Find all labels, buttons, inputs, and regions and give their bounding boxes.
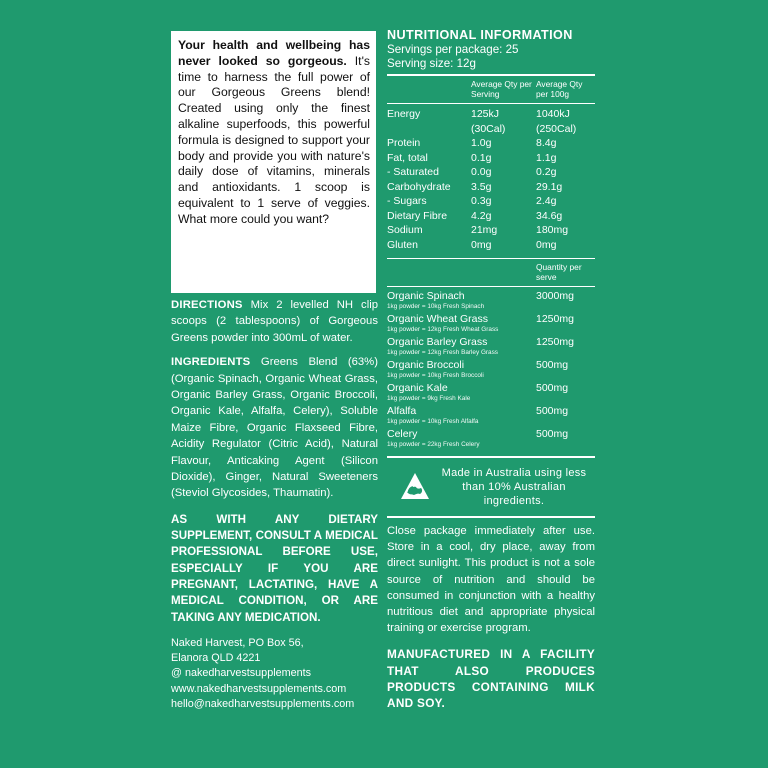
col-per-serving: Average Qty per Serving (471, 79, 532, 99)
ingredients-section (171, 354, 378, 502)
nutrient-row (387, 223, 595, 238)
ingredient-row (387, 290, 595, 313)
address-line-2: Elanora QLD 4221 (171, 652, 261, 665)
nutrient-name: Gluten (387, 238, 418, 251)
intro-headline: Your health and wellbeing has never looked so gorgeous. (178, 38, 370, 68)
ingredient-conversion: 1kg powder = 10kg Fresh Alfalfa (387, 418, 479, 425)
storage-instructions: Close package immediately after use. Store in a cool, dry place, away from direct sunlight. This product is not a sole source of nutrition and should be consumed in conjunction with a healthy nutritious diet and appropriate physical training or exercise program. (387, 525, 595, 635)
ingredient-name: Organic Broccoli (387, 359, 465, 371)
ingredient-cell (387, 359, 536, 382)
ingredient-conversion: 1kg powder = 22kg Fresh Celery (387, 441, 480, 448)
nutrient-per-serving: 0.3g (471, 195, 492, 207)
ingredient-cell (387, 382, 536, 405)
nutrient-per-serving: 1.0g (471, 137, 492, 149)
ingredient-cell (387, 405, 536, 428)
qty-header-table (387, 259, 595, 286)
ingredient-conversion: 1kg powder = 10kg Fresh Broccoli (387, 372, 484, 379)
left-column (171, 31, 378, 712)
ingredient-name: Alfalfa (387, 405, 417, 417)
ingredient-name: Organic Barley Grass (387, 336, 488, 348)
servings-per-package: Servings per package: 25 (387, 43, 519, 56)
directions-text: Mix 2 levelled NH clip scoops (2 tablespoons) of Gorgeous Greens powder into 300mL of water. (171, 299, 378, 344)
nutrient-per-serving: 125kJ (471, 108, 500, 120)
nutrient-per-100g: 0.2g (536, 166, 557, 178)
nutrition-title: NUTRITIONAL INFORMATION (387, 28, 573, 42)
nutrient-row (387, 180, 595, 195)
nutrient-per-serving: 0.0g (471, 166, 492, 178)
nutrient-per-serving: 4.2g (471, 209, 492, 222)
nutrition-table-header (387, 76, 595, 103)
nutrient-row (387, 151, 595, 166)
ingredient-quantity-table (387, 290, 595, 451)
right-column (387, 27, 595, 711)
nutrient-name: Energy (387, 108, 421, 120)
nutrient-per-serving: 0mg (471, 238, 492, 251)
nutrient-per-serving: (30Cal) (471, 122, 506, 135)
ingredient-quantity: 500mg (536, 405, 569, 417)
website-link: www.nakedharvestsupplements.com (171, 682, 347, 695)
nutrient-name: - Sugars (387, 195, 427, 207)
nutrient-per-serving: 0.1g (471, 151, 492, 164)
nutrient-name: Fat, total (387, 151, 428, 164)
ingredient-row (387, 336, 595, 359)
ingredient-name: Organic Spinach (387, 290, 465, 302)
intro-box (171, 31, 376, 293)
made-in-australia-section (387, 458, 595, 516)
ingredient-quantity: 500mg (536, 359, 569, 371)
divider (387, 103, 595, 104)
nutrition-table (387, 76, 595, 103)
ingredients-text: Greens Blend (63%) (Organic Spinach, Organic Wheat Grass, Organic Barley Grass, Organic Broccoli, Organic Kale, Alfalfa, Celery), Soluble Maize Fibre, Organic Flaxseed Fibre, Acidity Regulator (Citric Acid), Natural Flavour, Anticaking Agent (Silicon Dioxide), Ginger, Natural Sweeteners (Steviol Glycosides, Thaumatin). (171, 356, 378, 500)
col-qty-per-serve: Quantity per serve (536, 262, 582, 282)
nutrient-name: - Saturated (387, 166, 439, 178)
nutrient-row (387, 194, 595, 209)
ingredient-row (387, 313, 595, 336)
contact-info (171, 636, 378, 712)
nutrient-name (387, 122, 471, 137)
nutrient-per-100g: 34.6g (536, 209, 563, 222)
ingredient-cell (387, 313, 536, 336)
nutrient-row (387, 165, 595, 180)
allergen-statement: MANUFACTURED IN A FACILITY THAT ALSO PRODUCES PRODUCTS CONTAINING MILK AND SOY. (387, 647, 595, 711)
nutrient-per-100g: 1040kJ (536, 108, 570, 120)
made-in-australia-text: Made in Australia using less than 10% Australian ingredients. (441, 467, 587, 507)
nutrient-row (387, 122, 595, 137)
instagram-handle: @ nakedharvestsupplements (171, 667, 312, 680)
email-link: hello@nakedharvestsupplements.com (171, 697, 355, 710)
ingredient-quantity: 500mg (536, 382, 569, 394)
nutrient-per-100g: 1.1g (536, 151, 557, 164)
nutrient-row (387, 136, 595, 151)
ingredient-row (387, 382, 595, 405)
nutrient-name: Dietary Fibre (387, 209, 448, 222)
ingredient-quantity: 1250mg (536, 336, 574, 348)
ingredient-quantity: 3000mg (536, 290, 574, 302)
ingredient-name: Organic Wheat Grass (387, 313, 488, 325)
ingredient-quantity: 500mg (536, 428, 569, 440)
nutrient-name: Protein (387, 137, 421, 149)
nutrient-row (387, 238, 595, 253)
divider (387, 516, 595, 518)
nutrient-per-100g: 180mg (536, 224, 569, 236)
directions-section (171, 297, 378, 346)
nutrient-row (387, 107, 595, 122)
nutrient-per-serving: 21mg (471, 224, 498, 236)
address-line-1: Naked Harvest, PO Box 56, (171, 636, 304, 649)
ingredient-row (387, 428, 595, 451)
ingredient-name: Celery (387, 428, 418, 440)
ingredient-conversion: 1kg powder = 9kg Fresh Kale (387, 395, 471, 402)
intro-text: It's time to harness the full power of our Gorgeous Greens blend! Created using only the finest alkaline superfoods, this powerful formula is designed to support your body and provide you with nature's daily dose of vitamins, minerals and antioxidants. 1 scoop is equivalent to 1 serve of veggies. What more could you want? (178, 53, 370, 226)
nutrient-per-100g: 0mg (536, 238, 557, 251)
nutrient-per-serving: 3.5g (471, 180, 492, 193)
nutrient-per-100g: 8.4g (536, 137, 557, 149)
ingredient-conversion: 1kg powder = 12kg Fresh Wheat Grass (387, 326, 499, 333)
nutrient-per-100g: 29.1g (536, 180, 563, 193)
medical-warning: AS WITH ANY DIETARY SUPPLEMENT, CONSULT A MEDICAL PROFESSIONAL BEFORE USE, ESPECIALLY IF YOU ARE PREGNANT, LACTATING, HAVE A MEDICAL CONDITION, OR ARE TAKING ANY MEDICATION. (171, 512, 378, 624)
nutrient-per-100g: (250Cal) (536, 122, 577, 135)
australian-made-logo-icon (399, 471, 431, 503)
ingredient-quantity: 1250mg (536, 313, 574, 325)
nutrient-name: Carbohydrate (387, 180, 451, 193)
ingredient-conversion: 1kg powder = 12kg Fresh Barley Grass (387, 349, 498, 356)
serving-size: Serving size: 12g (387, 57, 476, 70)
ingredient-cell (387, 336, 536, 359)
ingredients-heading: INGREDIENTS (171, 356, 251, 369)
ingredient-row (387, 359, 595, 382)
ingredient-name: Organic Kale (387, 382, 448, 394)
ingredient-row (387, 405, 595, 428)
qty-header-row (387, 259, 595, 286)
directions-heading: DIRECTIONS (171, 299, 243, 311)
nutrient-per-100g: 2.4g (536, 195, 557, 207)
nutrient-name: Sodium (387, 224, 423, 236)
ingredient-conversion: 1kg powder = 10kg Fresh Spinach (387, 303, 485, 310)
nutrient-row (387, 209, 595, 224)
ingredient-cell (387, 290, 536, 313)
nutrient-rows (387, 107, 595, 252)
divider (387, 286, 595, 287)
col-per-100g: Average Qty per 100g (536, 79, 583, 99)
ingredient-cell (387, 428, 536, 451)
